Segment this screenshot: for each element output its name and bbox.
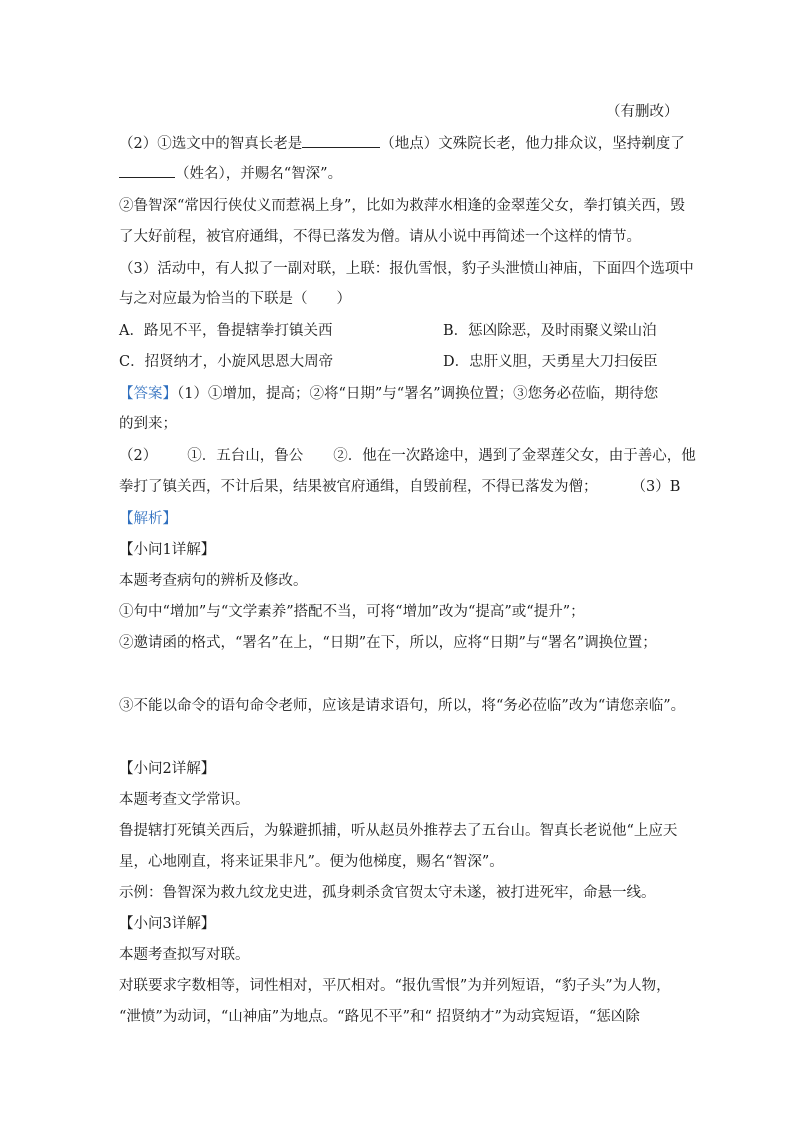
s3-line3: “泄愤”为动词，“山神庙”为地点。“路见不平”和“ 招贤纳才”为动宾短语，“惩凶除 [119,1009,640,1025]
s2-line1: 本题考查文学常识。 [119,792,250,808]
q2-line4: 了大好前程，被官府通缉，不得已落发为僧。请从小说中再简述一个这样的情节。 [119,229,641,245]
q2-line3: ②鲁智深“常因行侠仗义而惹祸上身”，比如为救萍水相逢的金翠莲父女，拳打镇关西，毁 [119,198,685,214]
sub-question-1-heading: 【小问1详解】 [119,542,216,558]
q3-line1: （3）活动中，有人拟了一副对联，上联：报仇雪恨，豹子头泄愤山神庙，下面四个选项中 [119,261,694,277]
answer-line3 [119,446,696,466]
s1-line3: ②邀请函的格式，“署名”在上，“日期”在下，所以，应将“日期”与“署名”调换位置； [119,635,657,651]
answer-line3-a: （2） [119,448,158,464]
blank-name [119,163,175,178]
blank-location [302,133,380,148]
sub-question-3-heading: 【小问3详解】 [119,916,216,932]
s2-line3: 星，心地刚直，将来证果非凡”。便为他梯度，赐名“智深”。 [119,854,504,870]
answer-line4 [119,477,680,497]
option-d: D．忠肝义胆，天勇星大刀扫佞臣 [443,354,658,370]
answer-line4-b: （3）B [631,479,681,495]
answer-line2: 的到来； [119,416,177,432]
answer-line3-c: ②．他在一次路途中，遇到了金翠莲父女，由于善心，他 [333,448,696,464]
option-b: B．惩凶除恶，及时雨聚义梁山泊 [443,323,657,339]
answer-tag: 【答案】 [119,386,177,402]
answer-line4-a: 拳打了镇关西，不计后果，结果被官府通缉，自毁前程，不得已落发为僧； [119,479,598,495]
q2-line2-b: （姓名），并赐名“智深”。 [175,166,343,182]
q2-line2 [119,163,342,184]
q3-line2: 与之对应最为恰当的下联是（ ） [119,291,351,307]
q2-line1 [119,133,685,154]
s1-line2: ①句中“增加”与“文学素养”搭配不当，可将“增加”改为“提高”或“提升”； [119,604,585,620]
q2-line1-a: （2）①选文中的智真长老是 [119,136,303,152]
sub-question-2-heading: 【小问2详解】 [119,761,216,777]
s1-line4: ③不能以命令的语句命令老师，应该是请求语句，所以，将“务必莅临”改为“请您亲临”。 [119,698,686,714]
answer-line3-b: ①．五台山，鲁公 [187,448,304,464]
s2-line2: 鲁提辖打死镇关西后，为躲避抓捕，听从赵员外推荐去了五台山。智真长老说他“上应天 [119,823,678,839]
s3-line1: 本题考查拟写对联。 [119,947,250,963]
answer-text-1: （1）①增加，提高；②将“日期”与“署名”调换位置；③您务必莅临，期待您 [177,386,659,402]
s3-line2: 对联要求字数相等，词性相对，平仄相对。“报仇雪恨”为并列短语，“豹子头”为人物， [119,978,671,994]
analysis-tag: 【解析】 [119,511,177,527]
option-c: C．招贤纳才，小旋风思恩大周帝 [119,354,334,370]
answer-line1 [119,384,658,404]
s2-line4: 示例：鲁智深为救九纹龙史进，孤身刺杀贪官贺太守未遂，被打进死牢，命悬一线。 [119,885,656,901]
q2-line1-b: （地点）文殊院长老，他力排众议，坚持剃度了 [380,136,685,152]
s1-line1: 本题考查病句的辨析及修改。 [119,573,308,589]
source-note: （有删改） [606,104,679,120]
option-a: A．路见不平，鲁提辖拳打镇关西 [119,323,333,339]
